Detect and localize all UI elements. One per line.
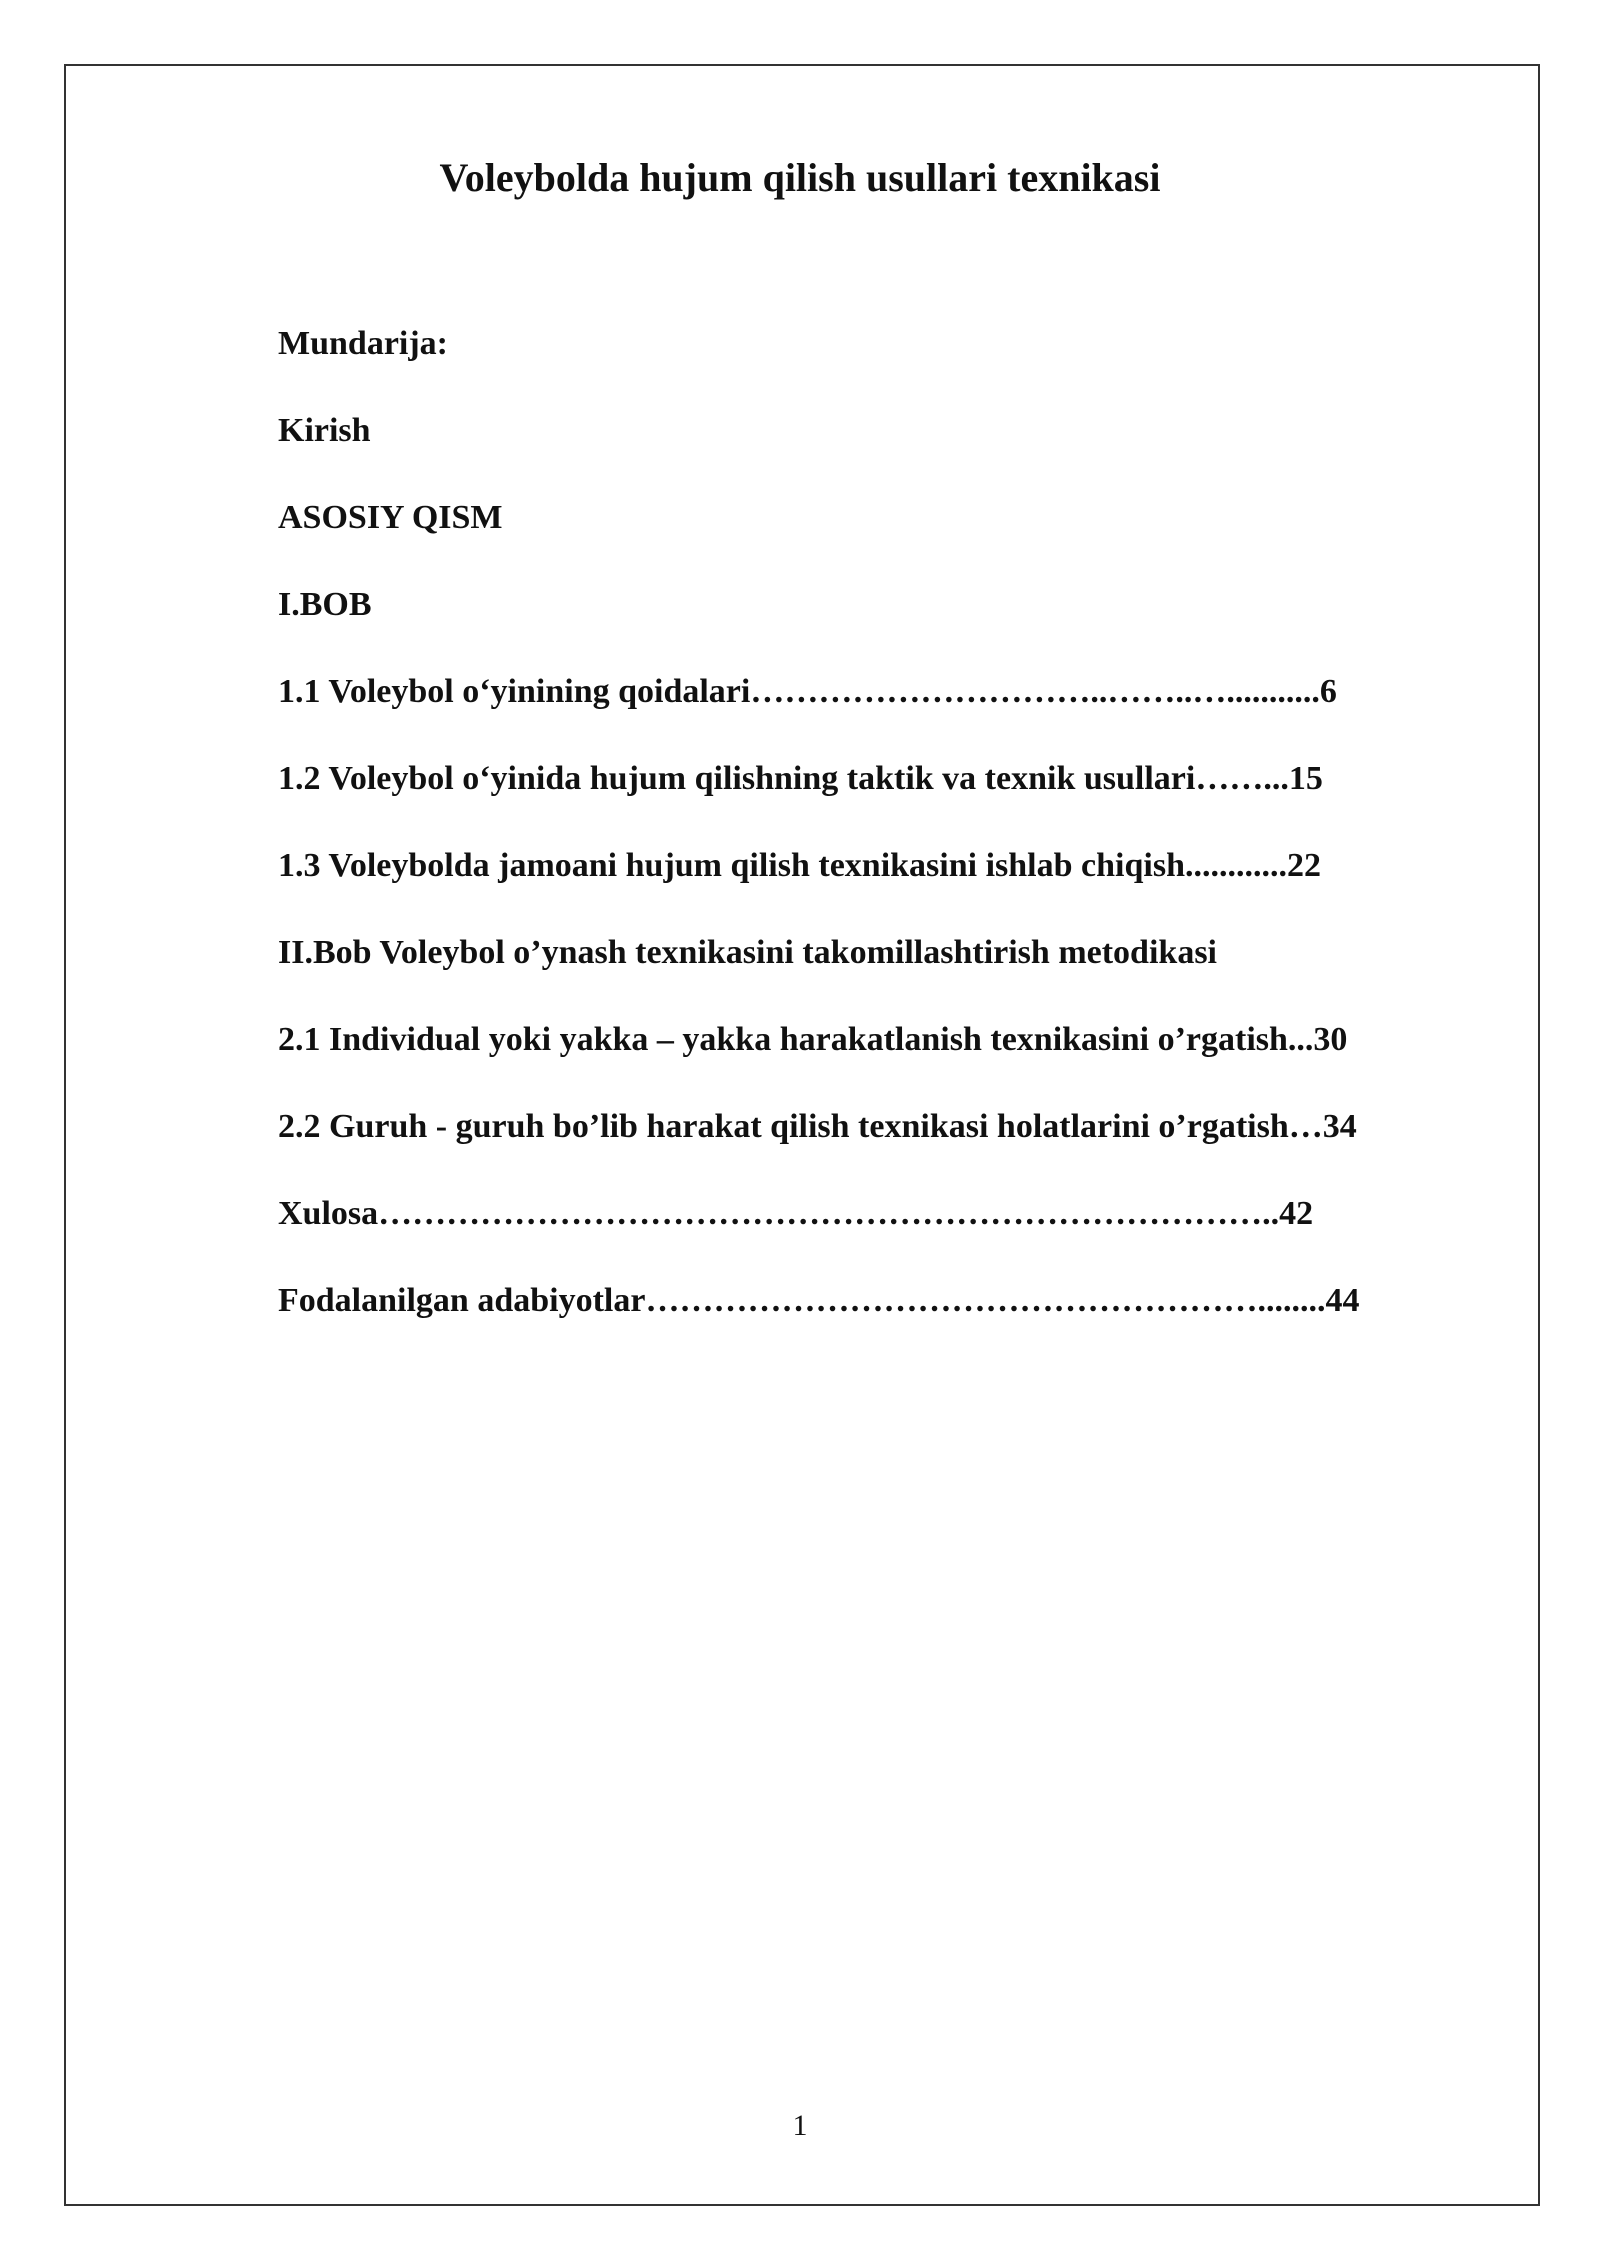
toc-entry-chapter-1: I.BOB — [278, 586, 372, 623]
toc-entry-1-2: 1.2 Voleybol o‘yinida hujum qilishning taktik va texnik usullari……...15 — [278, 760, 1323, 797]
toc-entry-1-3: 1.3 Voleybolda jamoani hujum qilish texnikasini ishlab chiqish............22 — [278, 847, 1321, 884]
table-of-contents — [278, 300, 1508, 1344]
toc-entry-asosiy-qism: ASOSIY QISM — [278, 499, 503, 536]
toc-entry-2-1: 2.1 Individual yoki yakka – yakka harakatlanish texnikasini o’rgatish...30 — [278, 1021, 1348, 1058]
toc-entry-1-1: 1.1 Voleybol o‘yinining qoidalari…………………………..……..…...........6 — [278, 673, 1337, 710]
toc-entry-xulosa: Xulosa……………………………………………………………………..42 — [278, 1195, 1314, 1232]
toc-entry-2-2: 2.2 Guruh - guruh bo’lib harakat qilish texnikasi holatlarini o’rgatish…34 — [278, 1108, 1357, 1145]
document-title: Voleybolda hujum qilish usullari texnikasi — [439, 155, 1161, 200]
toc-entry-adabiyotlar: Fodalanilgan adabiyotlar………………………………………………........44 — [278, 1282, 1360, 1319]
page-number: 1 — [792, 2109, 808, 2142]
toc-entry-kirish: Kirish — [278, 412, 371, 449]
toc-heading: Mundarija: — [278, 325, 448, 362]
toc-entry-chapter-2: II.Bob Voleybol o’ynash texnikasini takomillashtirish metodikasi — [278, 934, 1218, 971]
